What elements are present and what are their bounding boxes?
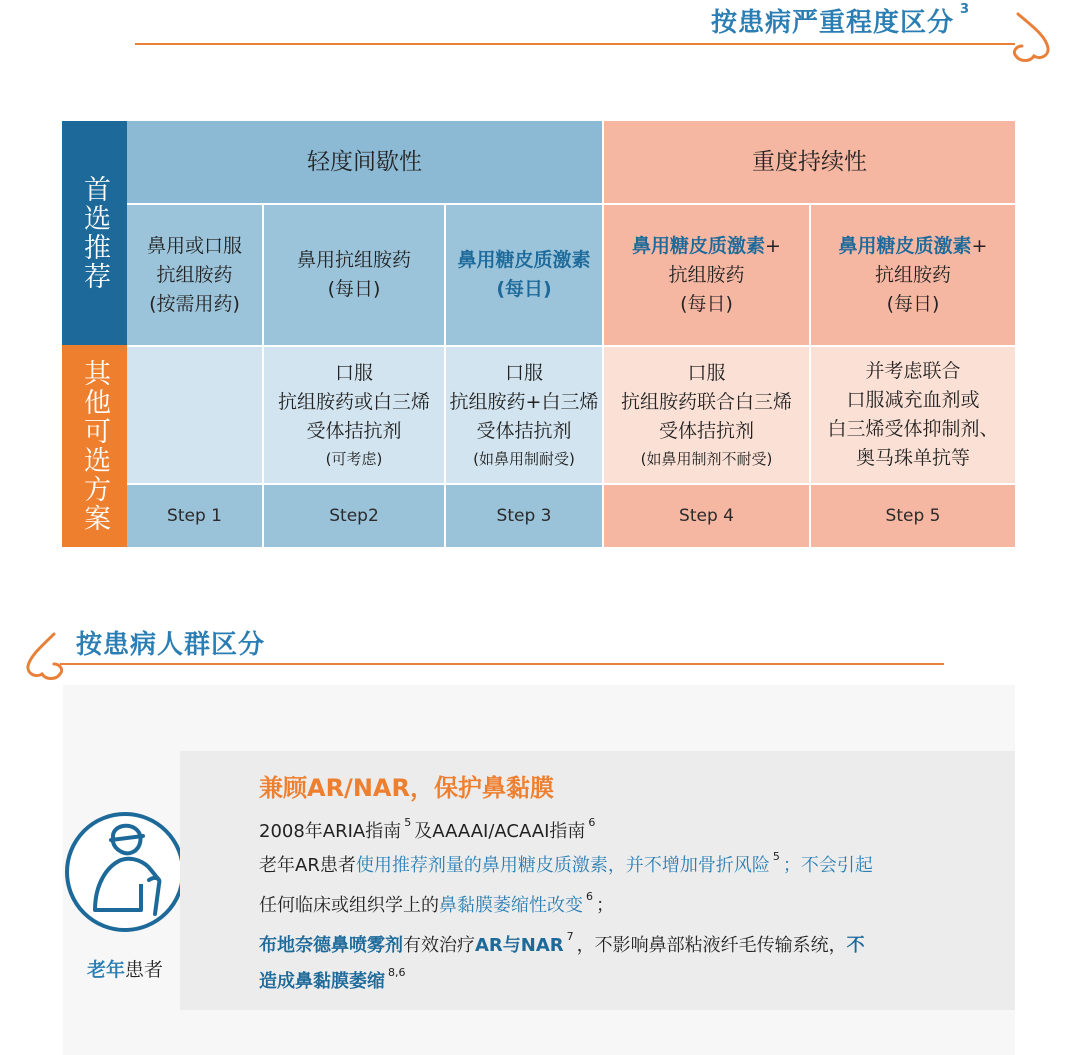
panel-line-5: 造成鼻黏膜萎缩 $^{8,6}$: [259, 966, 406, 992]
section1-ref: 3: [959, 2, 970, 18]
alt-step5: 并考虑联合 口服减充血剂或 白三烯受体抑制剂、 奥马珠单抗等: [811, 347, 1015, 483]
first-choice-step5: 鼻用糖皮质激素+ 抗组胺药 (每日): [811, 205, 1015, 345]
section1-divider: [135, 43, 1015, 45]
panel-line-4: 布地奈德鼻喷雾剂有效治疗AR与NAR $^7$ ，不影响鼻部粘液纤毛传输系统，不: [259, 930, 865, 956]
alt-step1: [127, 347, 262, 483]
first-choice-step4: 鼻用糖皮质激素+ 抗组胺药 (每日): [604, 205, 809, 345]
header-severe: 重度持续性: [604, 121, 1015, 203]
treatment-table: [62, 121, 1015, 547]
first-choice-step3: 鼻用糖皮质激素 (每日): [446, 205, 602, 345]
step-label-4: Step 4: [604, 485, 809, 547]
section2-divider: [60, 663, 944, 665]
side-label-first-choice: 首选推荐: [62, 121, 127, 345]
panel-title: 兼顾AR/NAR，保护鼻黏膜: [259, 774, 554, 802]
panel-line-3: 任何临床或组织学上的鼻黏膜萎缩性改变 $^6$ ；: [259, 890, 614, 916]
step-label-5: Step 5: [811, 485, 1015, 547]
alt-step2: 口服 抗组胺药或白三烯 受体拮抗剂 (可考虑): [264, 347, 444, 483]
section2-title: 按患病人群区分: [76, 630, 266, 660]
step-label-3: Step 3: [446, 485, 602, 547]
alt-step4: 口服 抗组胺药联合白三烯 受体拮抗剂 (如鼻用制剂不耐受): [604, 347, 809, 483]
elderly-info-panel: [180, 751, 1015, 1010]
first-choice-step1: 鼻用或口服 抗组胺药 (按需用药): [127, 205, 262, 345]
nose-icon: [1000, 12, 1060, 64]
step-label-1: Step 1: [127, 485, 262, 547]
elderly-person-icon: [63, 810, 187, 934]
section1-title: 按患病严重程度区分 $^3$: [710, 2, 970, 38]
panel-line-2: 老年AR患者使用推荐剂量的鼻用糖皮质激素，并不增加骨折风险 $^5$ ；不会引起: [259, 850, 873, 876]
first-choice-step2: 鼻用抗组胺药 (每日): [264, 205, 444, 345]
step-label-2: Step2: [264, 485, 444, 547]
header-mild: 轻度间歇性: [127, 121, 602, 203]
side-label-alternatives: 其他可选方案: [62, 345, 127, 547]
panel-line-1: 2008年ARIA指南 $^5$ 及AAAAI/ACAAI指南 $^6$: [259, 816, 596, 842]
nose-icon-left: [24, 632, 70, 682]
avatar-label: 老年患者: [86, 959, 164, 981]
alt-step3: 口服 抗组胺药+白三烯 受体拮抗剂 (如鼻用制耐受): [446, 347, 602, 483]
